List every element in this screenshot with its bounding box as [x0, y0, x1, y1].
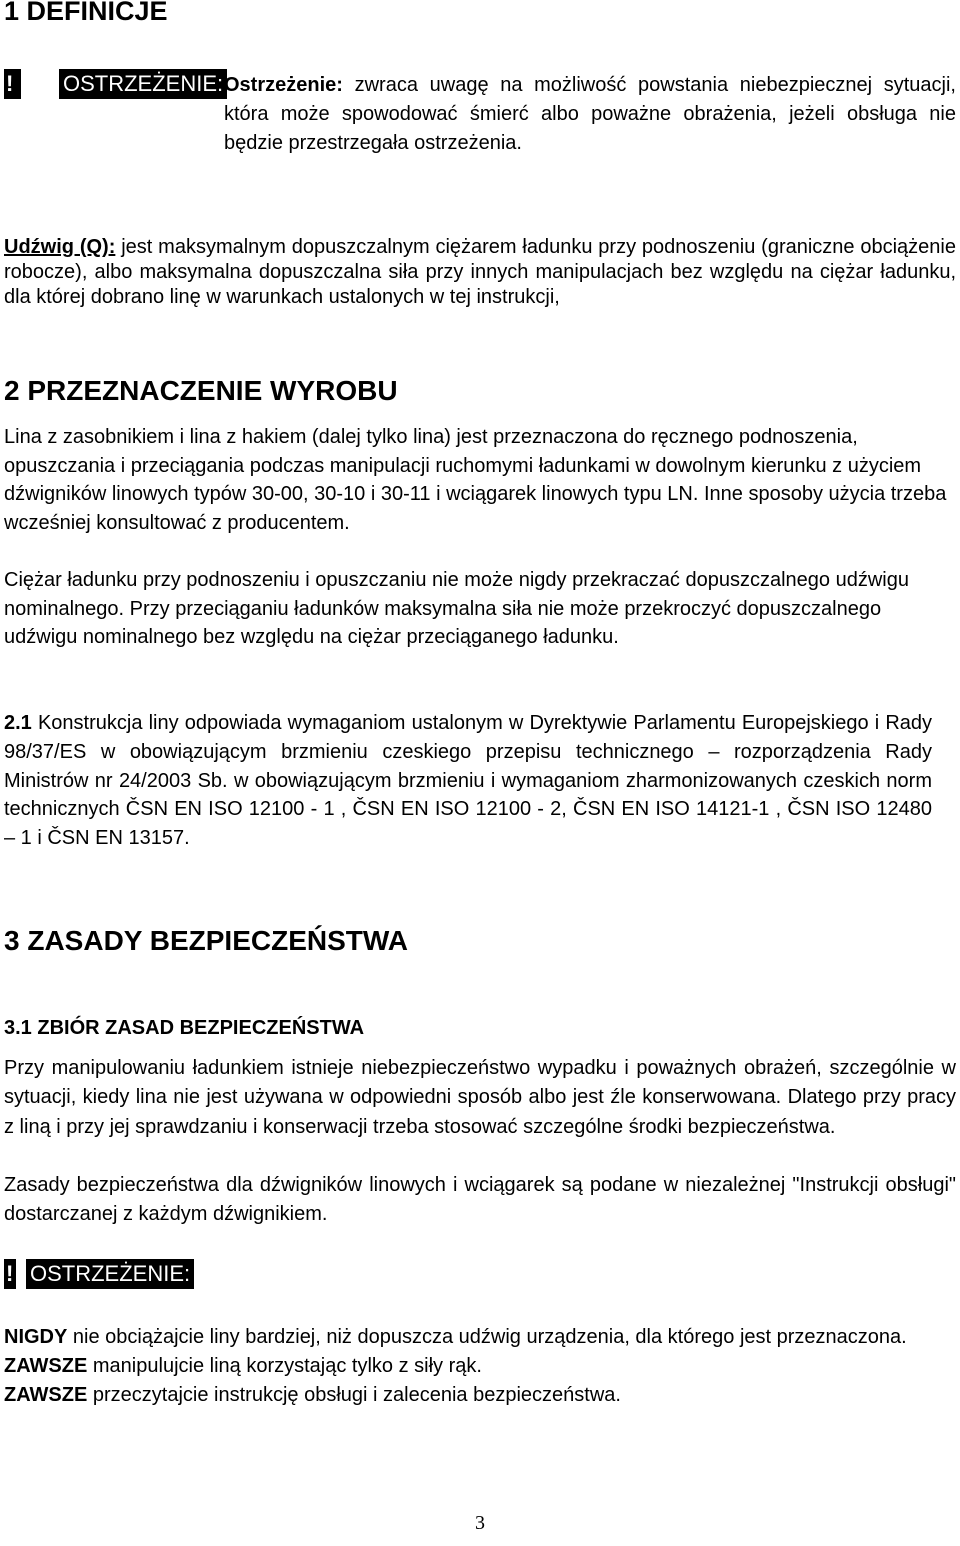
load-limit-paragraph: Ciężar ładunku przy podnoszeniu i opuszczaniu nie może nigdy przekraczać dopuszczalnego udźwigu nominalnego. Przy przeciąganiu ładunków maksymalna siła nie może przekroczyć dopuszczalnego udźwigu nominalnego bez względu na ciężar przeciąganego ładunku. — [4, 569, 909, 649]
warning-label: OSTRZEŻENIE: — [26, 1259, 194, 1289]
safety-rules-list — [4, 1323, 956, 1410]
warning-term: Ostrzeżenie: — [224, 74, 343, 96]
warning-mark-2 — [4, 1259, 16, 1289]
rule-keyword: ZAWSZE — [4, 1355, 88, 1377]
warning-label: OSTRZEŻENIE: — [59, 69, 227, 99]
purpose-paragraph: Lina z zasobnikiem i lina z hakiem (dalej tylko lina) jest przeznaczona do ręcznego podnoszenia, opuszczania i przeciągania podczas manipulacji ruchomymi ładunkami w dowolnym kierunku z użyciem dźwigników linowych typów 30-00, 30-10 i 30-11 i wciągarek linowych typu LN. Inne sposoby użycia trzeba wcześniej konsultować z producentem. — [4, 426, 947, 534]
section-heading-purpose: 2 PRZEZNACZENIE WYROBU — [4, 375, 398, 406]
section-heading-safety: 3 ZASADY BEZPIECZEŃSTWA — [4, 925, 408, 956]
warning-label-box — [59, 69, 227, 99]
exclamation-icon: ! — [4, 69, 21, 99]
warning-label-box-2 — [26, 1259, 194, 1289]
safety-rule-never — [4, 1323, 934, 1352]
page-number: 3 — [475, 1512, 485, 1534]
conformity-paragraph — [4, 709, 932, 853]
safety-rule-always-hands — [4, 1352, 956, 1381]
warning-text: zwraca uwagę na możliwość powstania niebezpiecznej sytuacji, która może spowodować śmierć albo poważne obrażenia, jeżeli obsługa nie będzie przestrzegała ostrzeżenia. — [224, 74, 956, 154]
rule-text: przeczytajcie instrukcję obsługi i zalecenia bezpieczeństwa. — [87, 1384, 621, 1406]
capacity-definition — [4, 235, 956, 309]
warning-definition — [224, 71, 956, 158]
subsection-number: 2.1 — [4, 712, 32, 734]
exclamation-icon: ! — [4, 1259, 16, 1289]
safety-rule-always-read — [4, 1381, 956, 1410]
conformity-text: Konstrukcja liny odpowiada wymaganiom ustalonym w Dyrektywie Parlamentu Europejskiego i Rady 98/37/ES w obowiązującym brzmieniu czeskiego przepisu technicznego – rozporządzenia Rady Ministrów nr 24/2003 Sb. w obowiązującym brzmieniu i wymaganiom zharmonizowanych czeskich norm technicznych ČSN EN ISO 12100 - 1 , ČSN EN ISO 12100 - 2, ČSN EN ISO 14121-1 , ČSN ISO 12480 – 1 i ČSN EN 13157. — [4, 712, 933, 850]
section-heading-definitions: 1 DEFINICJE — [4, 0, 168, 26]
warning-mark — [4, 69, 21, 99]
safety-paragraph: Przy manipulowaniu ładunkiem istnieje niebezpieczeństwo wypadku i poważnych obrażeń, szczególnie w sytuacji, kiedy lina nie jest używana w odpowiedni sposób albo jest źle konserwowana. Dlatego przy pracy z liną i przy jej sprawdzaniu i konserwacji trzeba stosować szczególne środki bezpieczeństwa. — [4, 1057, 956, 1138]
safety-instructions-paragraph: Zasady bezpieczeństwa dla dźwigników linowych i wciągarek są podane w niezależnej "Instrukcji obsługi" dostarczanej z każdym dźwignikiem. — [4, 1174, 956, 1226]
capacity-text: jest maksymalnym dopuszczalnym ciężarem ładunku przy podnoszeniu (graniczne obciążenie robocze), albo maksymalna dopuszczalna siła przy innych manipulacjach bez względu na ciężar ładunku, dla której dobrano linę w warunkach ustalonych w tej instrukcji, — [4, 236, 956, 308]
rule-text: manipulujcie liną korzystając tylko z siły rąk. — [87, 1355, 482, 1377]
rule-keyword: ZAWSZE — [4, 1384, 88, 1406]
subsection-heading-safety-rules: 3.1 ZBIÓR ZASAD BEZPIECZEŃSTWA — [4, 1017, 365, 1039]
capacity-term: Udźwig (Q): — [4, 236, 116, 258]
rule-text: nie obciążajcie liny bardziej, niż dopuszcza udźwig urządzenia, dla którego jest przeznaczona. — [67, 1326, 907, 1348]
rule-keyword: NIGDY — [4, 1326, 68, 1348]
